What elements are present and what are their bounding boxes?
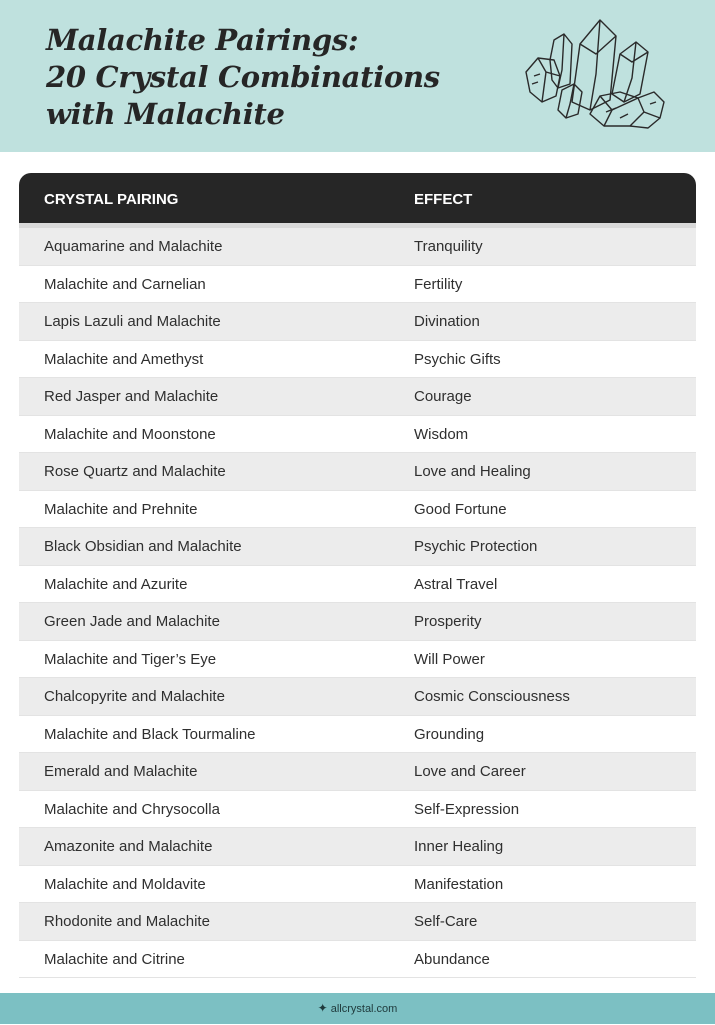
effect-cell: Manifestation xyxy=(414,875,504,893)
table-row xyxy=(19,753,696,791)
table-row xyxy=(19,828,696,866)
effect-cell: Love and Career xyxy=(414,763,526,780)
table-row xyxy=(19,566,696,604)
pairing-cell: Malachite and Prehnite xyxy=(44,500,198,518)
table-row xyxy=(19,641,696,679)
pairing-cell: Rose Quartz and Malachite xyxy=(44,463,226,480)
table-row xyxy=(19,603,696,641)
pairing-cell: Chalcopyrite and Malachite xyxy=(44,688,225,705)
effect-cell: Psychic Protection xyxy=(414,538,538,555)
title-line-2: 20 Crystal Combinations xyxy=(46,60,440,94)
header-banner xyxy=(0,0,715,152)
pairing-cell: Malachite and Tiger’s Eye xyxy=(44,650,217,668)
table-header xyxy=(19,173,696,223)
column-header-pairing: CRYSTAL PAIRING xyxy=(44,191,179,208)
footer-site: allcrystal.com xyxy=(330,1003,398,1015)
effect-cell: Love and Healing xyxy=(414,463,531,480)
pairing-cell: Black Obsidian and Malachite xyxy=(44,538,242,555)
pairing-cell: Amazonite and Malachite xyxy=(44,838,213,855)
effect-cell: Fertility xyxy=(414,275,463,293)
effect-cell: Will Power xyxy=(414,650,485,668)
table-row xyxy=(19,941,696,979)
title-line-3: with Malachite xyxy=(46,97,285,131)
table-row xyxy=(19,866,696,904)
crystal-cluster-icon xyxy=(520,14,670,134)
pairing-cell: Lapis Lazuli and Malachite xyxy=(44,313,221,330)
pairing-cell: Aquamarine and Malachite xyxy=(44,238,223,255)
table-row xyxy=(19,716,696,754)
effect-cell: Astral Travel xyxy=(414,575,498,593)
effect-cell: Grounding xyxy=(414,725,485,743)
table-row xyxy=(19,303,696,341)
pairing-cell: Malachite and Moonstone xyxy=(44,425,216,443)
effect-cell: Psychic Gifts xyxy=(414,350,501,368)
pairing-cell: Malachite and Black Tourmaline xyxy=(44,725,256,743)
column-header-effect: EFFECT xyxy=(414,191,473,208)
pairing-cell: Malachite and Citrine xyxy=(44,950,185,968)
effect-cell: Abundance xyxy=(414,950,490,968)
pairing-cell: Malachite and Azurite xyxy=(44,575,188,593)
effect-cell: Inner Healing xyxy=(414,838,504,855)
effect-cell: Courage xyxy=(414,388,472,405)
pairing-cell: Malachite and Chrysocolla xyxy=(44,800,220,818)
effect-cell: Wisdom xyxy=(414,425,469,443)
pairing-cell: Red Jasper and Malachite xyxy=(44,388,219,405)
effect-cell: Self-Care xyxy=(414,913,478,930)
effect-cell: Cosmic Consciousness xyxy=(414,688,570,705)
pairing-cell: Malachite and Amethyst xyxy=(44,350,204,368)
table-row xyxy=(19,266,696,304)
table-row xyxy=(19,378,696,416)
title-line-1: Malachite Pairings: xyxy=(46,23,359,57)
effect-cell: Divination xyxy=(414,313,480,330)
pairings-table xyxy=(19,173,696,978)
table-row xyxy=(19,791,696,829)
table-row xyxy=(19,416,696,454)
table-row xyxy=(19,903,696,941)
table-row xyxy=(19,678,696,716)
pairing-cell: Malachite and Moldavite xyxy=(44,875,206,893)
effect-cell: Self-Expression xyxy=(414,800,520,818)
effect-cell: Good Fortune xyxy=(414,500,507,518)
table-row xyxy=(19,528,696,566)
page-title xyxy=(46,22,440,133)
pairing-cell: Rhodonite and Malachite xyxy=(44,913,210,930)
sparkle-icon: ✦ xyxy=(317,1001,328,1015)
effect-cell: Prosperity xyxy=(414,613,482,630)
pairing-cell: Malachite and Carnelian xyxy=(44,275,206,293)
pairing-cell: Green Jade and Malachite xyxy=(44,613,220,630)
table-body xyxy=(19,228,696,978)
footer-bar xyxy=(0,993,715,1024)
effect-cell: Tranquility xyxy=(414,238,483,255)
table-row xyxy=(19,491,696,529)
pairing-cell: Emerald and Malachite xyxy=(44,763,198,780)
table-row xyxy=(19,453,696,491)
table-row xyxy=(19,228,696,266)
table-row xyxy=(19,341,696,379)
